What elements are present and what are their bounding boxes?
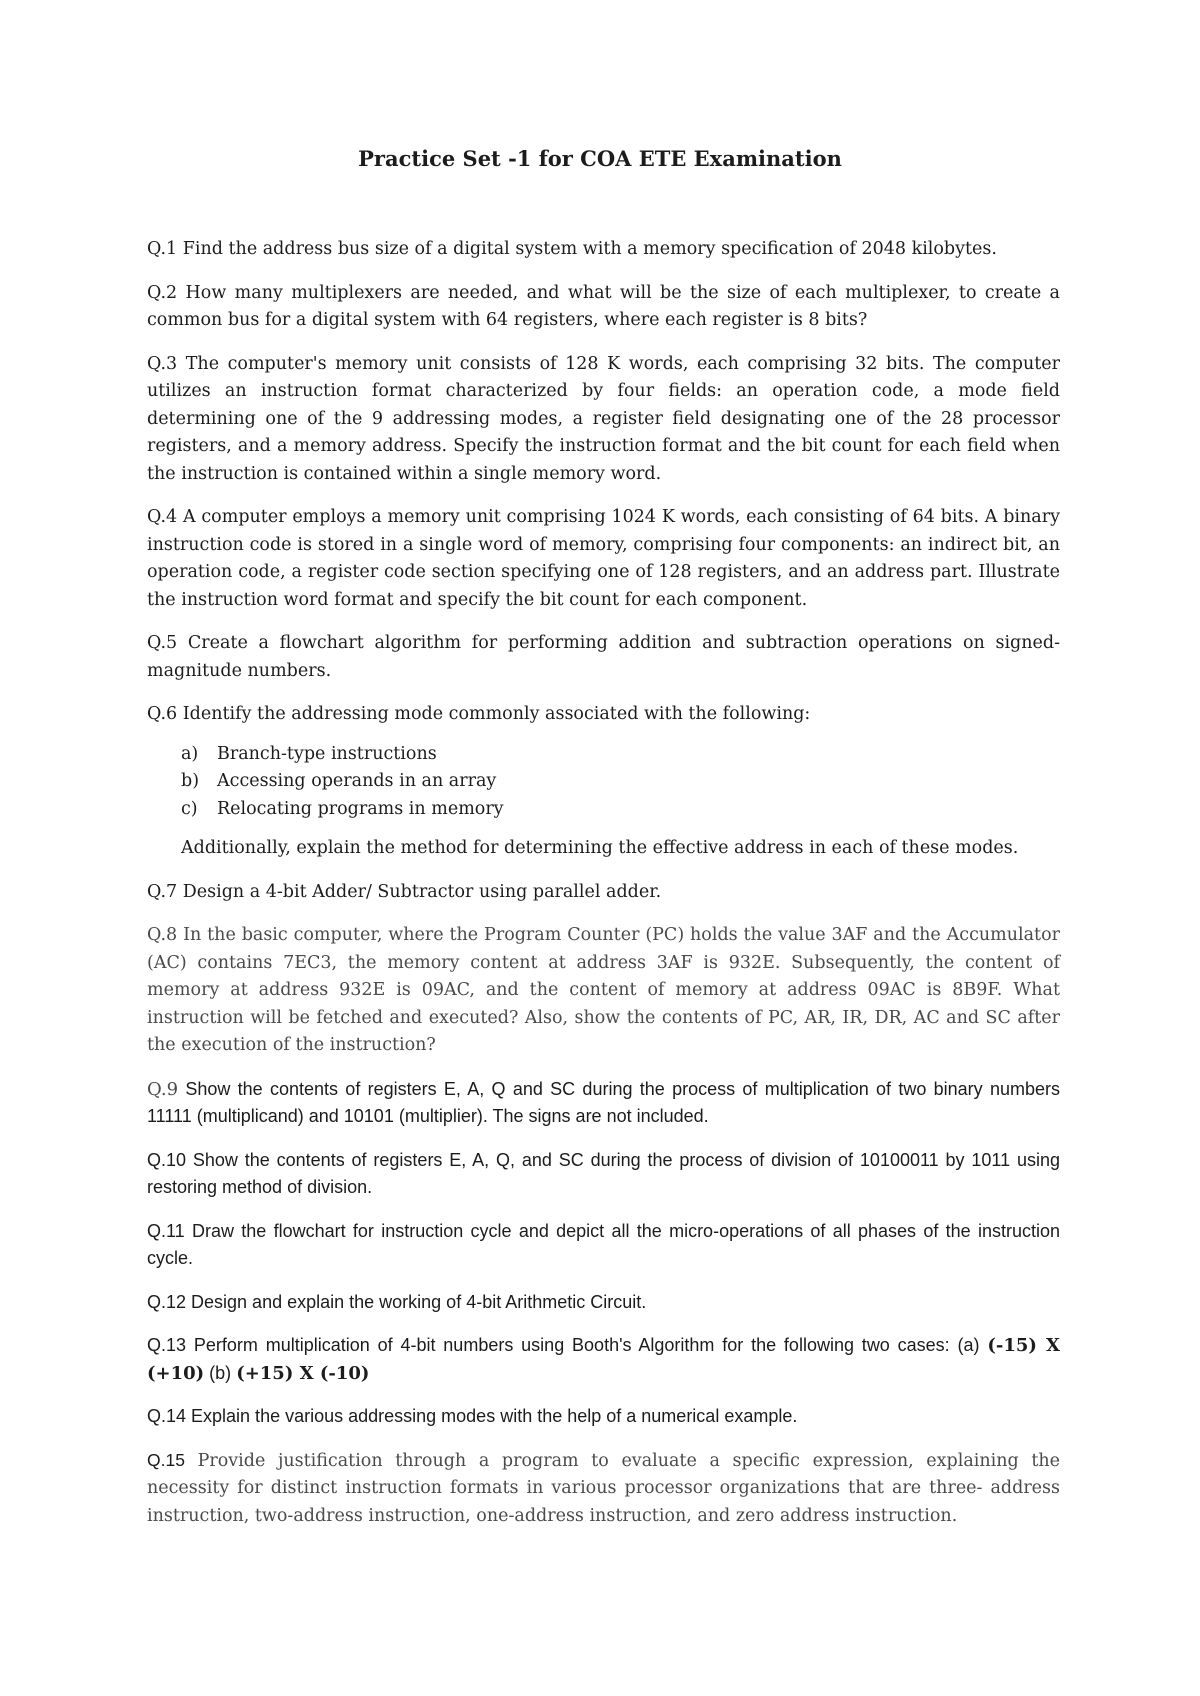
list-item: [181, 768, 1060, 796]
question-6-note: Additionally, explain the method for determining the effective address in each of these modes.: [181, 838, 1019, 858]
question-5: Q.5 Create a flowchart algorithm for performing addition and subtraction operations on signed-magnitude numbers.: [147, 633, 1060, 681]
question-15-text: Provide justification through a program to evaluate a specific expression, explaining the necessity for distinct instruction formats in various processor organizations that are three- address instruction, two-address instruction, one-address instruction, and zero address instruction.: [147, 1450, 1060, 1526]
list-marker: c): [181, 798, 198, 819]
question-11: Q.11 Draw the flowchart for instruction cycle and depict all the micro-operations of all phases of the instruction cycle.: [147, 1220, 1060, 1268]
list-marker: b): [181, 771, 200, 791]
question-13-mid: (b): [204, 1362, 237, 1383]
question-13: [147, 1332, 1060, 1387]
question-10: Q.10 Show the contents of registers E, A, Q, and SC during the process of division of 10100011 by 1011 using restoring method of division.: [147, 1149, 1060, 1197]
list-item-text: Accessing operands in an array: [217, 771, 497, 791]
question-13-case-b: (+15) X (-10): [236, 1362, 370, 1384]
question-1: Q.1 Find the address bus size of a digital system with a memory specification of 2048 kilobytes.: [147, 239, 997, 259]
list-item: [181, 741, 1060, 769]
list-item-text: Branch-type instructions: [217, 743, 437, 764]
question-list: [147, 236, 1060, 1546]
question-4: Q.4 A computer employs a memory unit comprising 1024 K words, each consisting of 64 bits. A binary instruction code is stored in a single word of memory, comprising four components: an indirect bit, an operation code, a register code section specifying one of 128 registers, and an address part. Illustrate the instruction word format and specify the bit count for each component.: [147, 507, 1060, 610]
list-marker: a): [181, 743, 199, 764]
question-9: [147, 1076, 1060, 1131]
question-3: Q.3 The computer's memory unit consists of 128 K words, each comprising 32 bits. The computer utilizes an instruction format characterized by four fields: an operation code, a mode field determining one of the 9 addressing modes, a register field designating one of the 28 processor registers, and a memory address. Specify the instruction format and the bit count for each field when the instruction is contained within a single memory word.: [147, 353, 1060, 484]
question-15: [147, 1447, 1060, 1531]
question-2: Q.2 How many multiplexers are needed, and what will be the size of each multiplexer, to create a common bus for a digital system with 64 registers, where each register is 8 bits?: [147, 282, 1060, 330]
question-13-text: Q.13 Perform multiplication of 4-bit numbers using Booth's Algorithm for the following two cases: (a): [147, 1335, 988, 1355]
question-9-text: Show the contents of registers E, A, Q and SC during the process of multiplication of two binary numbers 11111 (multiplicand) and 10101 (multiplier). The signs are not included.: [147, 1078, 1060, 1126]
question-6-list: [147, 741, 1060, 824]
question-9-number: Q.9: [147, 1078, 179, 1100]
question-14: Q.14 Explain the various addressing modes with the help of a numerical example.: [147, 1406, 798, 1426]
question-7: Q.7 Design a 4-bit Adder/ Subtractor using parallel adder.: [147, 881, 662, 902]
question-6-intro: Q.6 Identify the addressing mode commonly associated with the following:: [147, 704, 811, 724]
list-item-text: Relocating programs in memory: [217, 798, 504, 819]
page-title: Practice Set -1 for COA ETE Examination: [358, 146, 842, 171]
question-15-number: Q.15: [147, 1449, 185, 1470]
question-8: Q.8 In the basic computer, where the Program Counter (PC) holds the value 3AF and the Accumulator (AC) contains 7EC3, the memory content at address 3AF is 932E. Subsequently, the content of memory at address 932E is 09AC, and the content of memory at address 09AC is 8B9F. What instruction will be fetched and executed? Also, show the contents of PC, AR, IR, DR, AC and SC after the execution of the instruction?: [147, 925, 1060, 1055]
question-13-case-a: (-15) X (+10): [147, 1335, 1060, 1384]
list-item: [181, 796, 1060, 824]
question-12: Q.12 Design and explain the working of 4-bit Arithmetic Circuit.: [147, 1291, 647, 1312]
